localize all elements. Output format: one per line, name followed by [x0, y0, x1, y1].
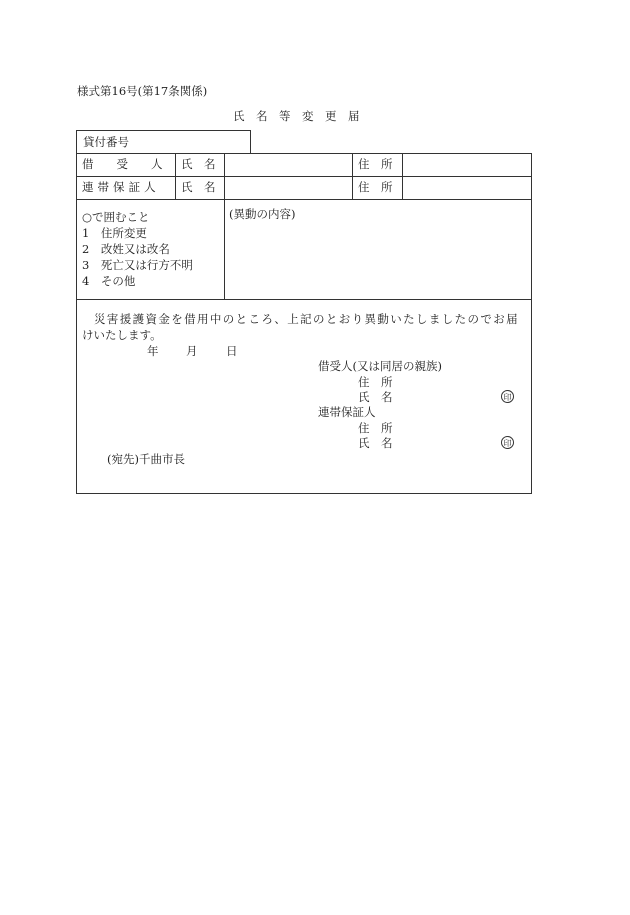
statement-line1: 災害援護資金を借用中のところ、上記のとおり異動いたしましたのでお届: [94, 312, 520, 326]
loan-number-box[interactable]: [76, 130, 251, 154]
row-divider: [76, 199, 532, 200]
borrower-signature-heading: 借受人(又は同居の親族): [318, 359, 442, 373]
addressee: (宛先)千曲市長: [107, 452, 185, 466]
borrower-name-field[interactable]: [225, 154, 352, 176]
form-title: 氏 名 等 変 更 届: [233, 109, 360, 123]
guarantor-address-label: 住 所: [358, 180, 393, 194]
option-item[interactable]: 2 改姓又は改名: [82, 242, 170, 256]
borrower-address-field[interactable]: [403, 154, 531, 176]
date-month: 月: [186, 344, 198, 358]
row-divider: [76, 299, 532, 300]
option-item[interactable]: 1 住所変更: [82, 226, 147, 240]
borrower-signature-address-label: 住 所: [358, 375, 393, 389]
date-day: 日: [226, 344, 238, 358]
borrower-label: 借 受 人: [82, 157, 163, 171]
guarantor-label: 連帯保証人: [82, 180, 160, 194]
column-divider: [352, 153, 353, 199]
guarantor-name-field[interactable]: [225, 177, 352, 199]
guarantor-name-label: 氏 名: [181, 180, 216, 194]
borrower-address-label: 住 所: [358, 157, 393, 171]
form-number: 様式第16号(第17条関係): [77, 84, 208, 98]
options-instruction: ○で囲むこと: [82, 210, 150, 224]
seal-icon: 印: [501, 436, 514, 449]
date-year: 年: [147, 344, 159, 358]
change-details-label: (異動の内容): [229, 207, 296, 221]
statement-line2: けいたします。: [82, 328, 162, 342]
option-item[interactable]: 3 死亡又は行方不明: [82, 258, 193, 272]
guarantor-signature-name-label: 氏 名: [358, 436, 393, 450]
loan-number-label: 貸付番号: [83, 135, 129, 149]
guarantor-signature-address-label: 住 所: [358, 421, 393, 435]
borrower-signature-name-label: 氏 名: [358, 390, 393, 404]
column-divider: [175, 153, 176, 199]
borrower-name-label: 氏 名: [181, 157, 216, 171]
change-details-field[interactable]: [226, 222, 530, 298]
option-item[interactable]: 4 その他: [82, 274, 136, 288]
seal-icon: 印: [501, 390, 514, 403]
guarantor-address-field[interactable]: [403, 177, 531, 199]
guarantor-signature-heading: 連帯保証人: [318, 405, 376, 419]
